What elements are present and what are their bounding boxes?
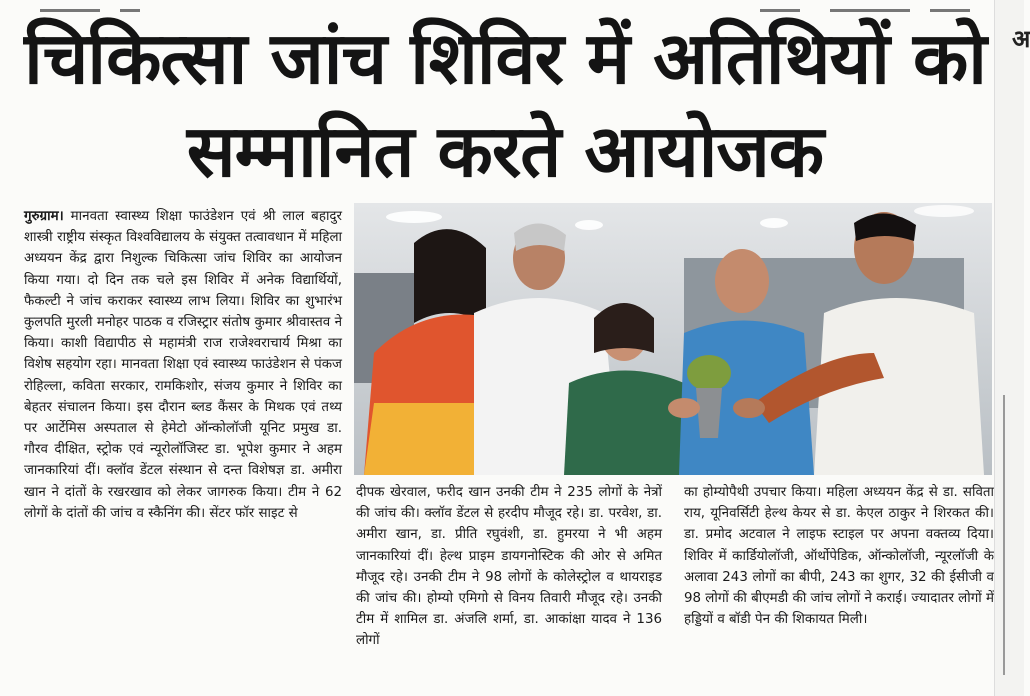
article-column-3: का होम्योपैथी उपचार किया। महिला अध्ययन केंद्र से डा. सविता राय, यूनिवर्सिटी हेल्थ केयर से डा. केएल ठाकुर ने शिरकत की। डा. प्रमोद अटवाल ने लाइफ स्टाइल पर अपना वक्तव्य दिया। शिविर में कार्डियोलॉजी, ऑर्थोपेडिक, ऑन्कोलॉजी, न्यूरलॉजी के अलावा 243 लोगों का बीपी, 243 का शुगर, 32 की ईसीजी व 98 लोगों की बीएमडी की जांच लोगों ने कराई। ज्यादातर लोगों में हड्डियों व बॉडी पेन की शिकायत मिली।	[684, 485, 994, 628]
article-column-1	[24, 206, 342, 696]
dateline: गुरुग्राम।	[24, 209, 64, 224]
event-photo	[354, 203, 992, 475]
article-column-2: दीपक खेरवाल, फरीद खान उनकी टीम ने 235 लोगों के नेत्रों की जांच की। क्लॉव डेंटल से हरदीप मौजूद रहे। डा. परवेश, डा. अमीरा खान, डा. प्रीति रघुवंशी, डा. हुमरया ने भी अहम जानकारियां दीं। हेल्थ प्राइम डायगनोस्टिक की ओर से अमित मौजूद रहे। उनकी टीम ने 98 लोगों के कोलेस्ट्रोल व थायराइड की जांच की। होम्यो एमिगो से विनय तिवारी मौजूद रहे। उनकी टीम में शामिल डा. अंजलि शर्मा, डा. आकांक्षा यादव ने 136 लोगों	[356, 485, 662, 649]
adjacent-page-glyph: अ	[1012, 25, 1030, 53]
column-1-text: मानवता स्वास्थ्य शिक्षा फाउंडेशन एवं श्री लाल बहादुर शास्त्री राष्ट्रीय संस्कृत विश्वविद्यालय के संयुक्त तत्वावधान में महिला अध्ययन केंद्र द्वारा निशुल्क चिकित्सा जांच शिविर का आयोजन किया गया। दो दिन तक चले इस शिविर में अनेक विद्यार्थियों, फैकल्टी ने जांच कराकर स्वास्थ्य लाभ लिया। शिविर का शुभारंभ कुलपति मुरली मनोहर पाठक व रजिस्ट्रार संतोष कुमार श्रीवास्तव ने किया। काशी विद्यापीठ से महामंत्री राज राजेश्वराचार्य मिश्रा का विशेष सहयोग रहा। मानवता शिक्षा एवं स्वास्थ्य फाउंडेशन से पंकज रोहिल्ला, कविता सरकार, रामकिशोर, संजय कुमार ने शिविर का बेहतर संचालन किया। इस दौरान ब्लड कैंसर के मिथक एवं तथ्य पर आर्टेमिस अस्पताल से हेमेटो ऑन्कोलॉजी यूनिट प्रमुख डा. गौरव दीक्षित, स्ट्रोक एवं न्यूरोलॉजिस्ट डा. भूपेश कुमार ने अहम जानकारियां दीं। क्लॉव डेंटल संस्थान से दन्त विशेषज्ञ डा. अमीरा खान ने दांतों के रखरखाव को लेकर जागरुक किया। टीम ने 62 लोगों के दांतों की जांच व स्कैनिंग की। सेंटर फॉर साइट से	[24, 209, 342, 521]
headline-line-2: सम्मानित करते आयोजक	[186, 109, 824, 193]
adjacent-page-rule	[1003, 395, 1005, 675]
headline-line-1: चिकित्सा जांच शिविर में अतिथियों को	[24, 16, 986, 100]
page-top-edge	[0, 0, 1024, 6]
adjacent-page-edge	[994, 0, 1024, 696]
